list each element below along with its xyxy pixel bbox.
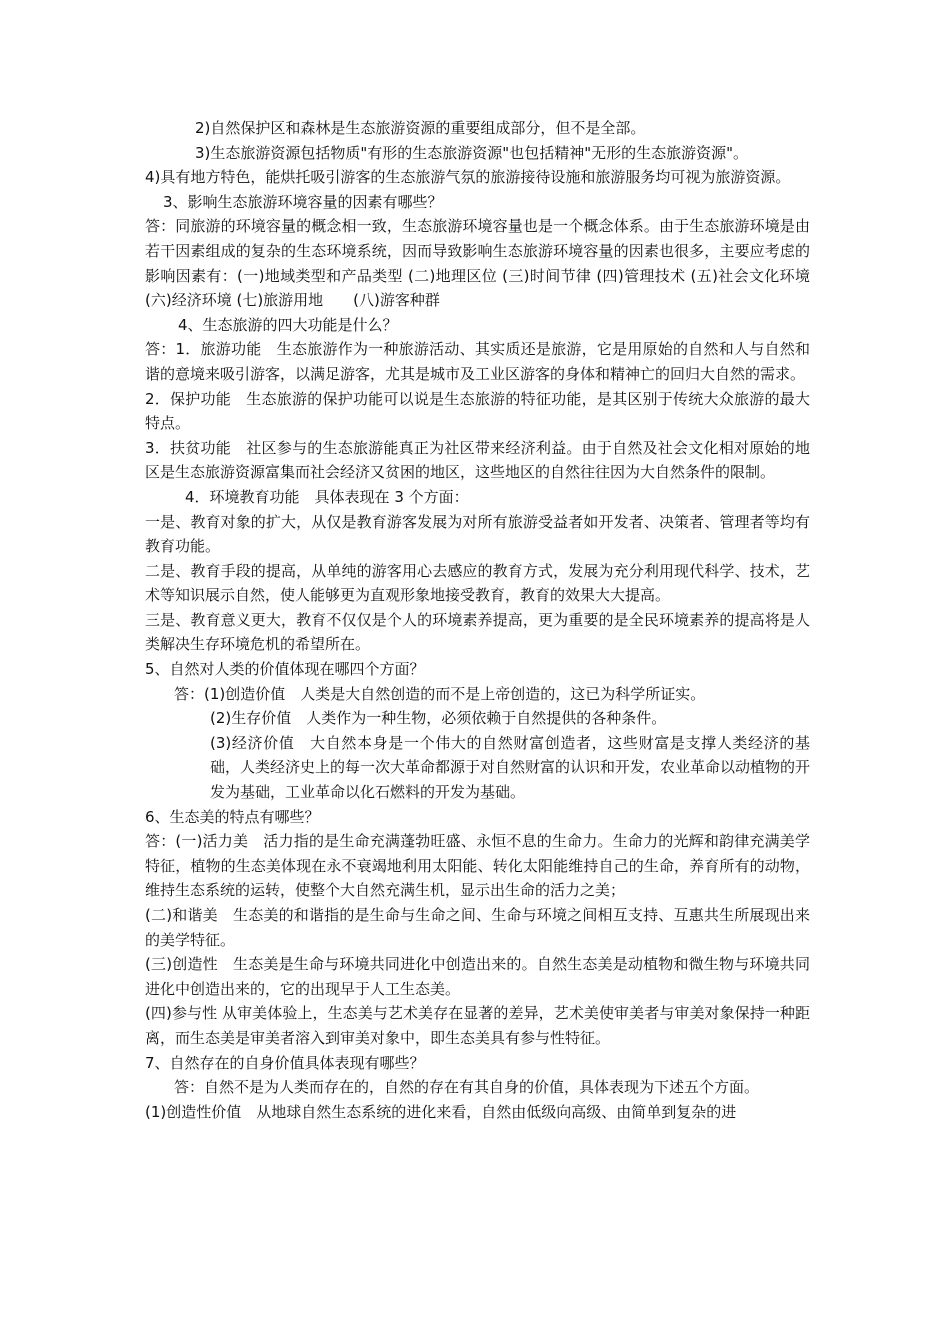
- question-heading: 6、生态美的特点有哪些？: [145, 807, 320, 826]
- paragraph: (四)参与性 从审美体验上，生态美与艺术美存在显著的差异，艺术美使审美者与审美对象保持一种距离，而生态美是审美者溶入到审美对象中，即生态美具有参与性特征。: [145, 1004, 810, 1047]
- paragraph: 4．环境教育功能 具体表现在 3 个方面：: [185, 487, 469, 506]
- paragraph: 一是、教育对象的扩大，从仅是教育游客发展为对所有旅游受益者如开发者、决策者、管理者等均有教育功能。: [145, 512, 810, 556]
- paragraph: 答：(一)活力美 活力指的是生命充满蓬勃旺盛、永恒不息的生命力。生命力的光辉和韵律充满美学特征，植物的生态美体现在永不衰竭地利用太阳能、转化太阳能维持自己的生命，养育所有的动物，维持生态系统的运转，使整个大自然充满生机，显示出生命的活力之美；: [145, 832, 810, 900]
- paragraph: 二是、教育手段的提高，从单纯的游客用心去感应的教育方式，发展为充分利用现代科学、技术，艺术等知识展示自然，使人能够更为直观形象地接受教育，教育的效果大大提高。: [145, 561, 810, 605]
- paragraph: 答：自然不是为人类而存在的，自然的存在有其自身的价值，具体表现为下述五个方面。: [174, 1078, 760, 1097]
- question-heading: 4、生态旅游的四大功能是什么？: [178, 315, 398, 334]
- paragraph: 答：同旅游的环境容量的概念相一致，生态旅游环境容量也是一个概念体系。由于生态旅游环境是由若干因素组成的复杂的生态环境系统，因而导致影响生态旅游环境容量的因素也很多，主要应考虑的影响因素有：(一)地域类型和产品类型 (二)地理区位 (三)时间节律 (四)管理技术 (五)社会文化环境 (六)经济环境 (七)旅游用地 (八)游客种群: [145, 217, 810, 310]
- paragraph: 答：(1)创造价值 人类是大自然创造的而不是上帝创造的，这已为科学所证实。: [174, 684, 706, 703]
- paragraph: (三)创造性 生态美是生命与环境共同进化中创造出来的。自然生态美是动植物和微生物与环境共同进化中创造出来的，它的出现早于人工生态美。: [145, 955, 810, 998]
- paragraph: 答：1．旅游功能 生态旅游作为一种旅游活动、其实质还是旅游，它是用原始的自然和人与自然和谐的意境来吸引游客，以满足游客，尤其是城市及工业区游客的身体和精神亡的回归大自然的需求。: [145, 340, 810, 383]
- document-body: [145, 116, 810, 1124]
- paragraph: (二)和谐美 生态美的和谐指的是生命与生命之间、生命与环境之间相互支持、互惠共生所展现出来的美学特征。: [145, 906, 810, 949]
- paragraph: 2．保护功能 生态旅游的保护功能可以说是生态旅游的特征功能，是其区别于传统大众旅游的最大特点。: [145, 389, 810, 433]
- paragraph: 三是、教育意义更大，教育不仅仅是个人的环境素养提高，更为重要的是全民环境素养的提高将是人类解决生存环境危机的希望所在。: [145, 610, 810, 654]
- paragraph: 3．扶贫功能 社区参与的生态旅游能真正为社区带来经济利益。由于自然及社会文化相对原始的地区是生态旅游资源富集而社会经济又贫困的地区，这些地区的自然往往因为大自然条件的限制。: [145, 438, 810, 482]
- paragraph: 3)生态旅游资源包括物质"有形的生态旅游资源"也包括精神"无形的生态旅游资源"。: [195, 143, 748, 162]
- question-heading: 7、自然存在的自身价值具体表现有哪些？: [145, 1053, 425, 1072]
- paragraph: (3)经济价值 大自然本身是一个伟大的自然财富创造者，这些财富是支撑人类经济的基础，人类经济史上的每一次大革命都源于对自然财富的认识和开发，农业革命以动植物的开发为基础，工业革命以化石燃料的开发为基础。: [210, 733, 811, 802]
- paragraph: (1)创造性价值 从地球自然生态系统的进化来看，自然由低级向高级、由简单到复杂的进: [145, 1102, 737, 1121]
- question-heading: 3、影响生态旅游环境容量的因素有哪些？: [163, 192, 443, 211]
- question-heading: 5、自然对人类的价值体现在哪四个方面？: [145, 660, 425, 679]
- paragraph: 4)具有地方特色，能烘托吸引游客的生态旅游气氛的旅游接待设施和旅游服务均可视为旅游资源。: [145, 168, 791, 187]
- paragraph: (2)生存价值 人类作为一种生物，必须依赖于自然提供的各种条件。: [210, 709, 667, 728]
- paragraph: 2)自然保护区和森林是生态旅游资源的重要组成部分，但不是全部。: [195, 119, 646, 137]
